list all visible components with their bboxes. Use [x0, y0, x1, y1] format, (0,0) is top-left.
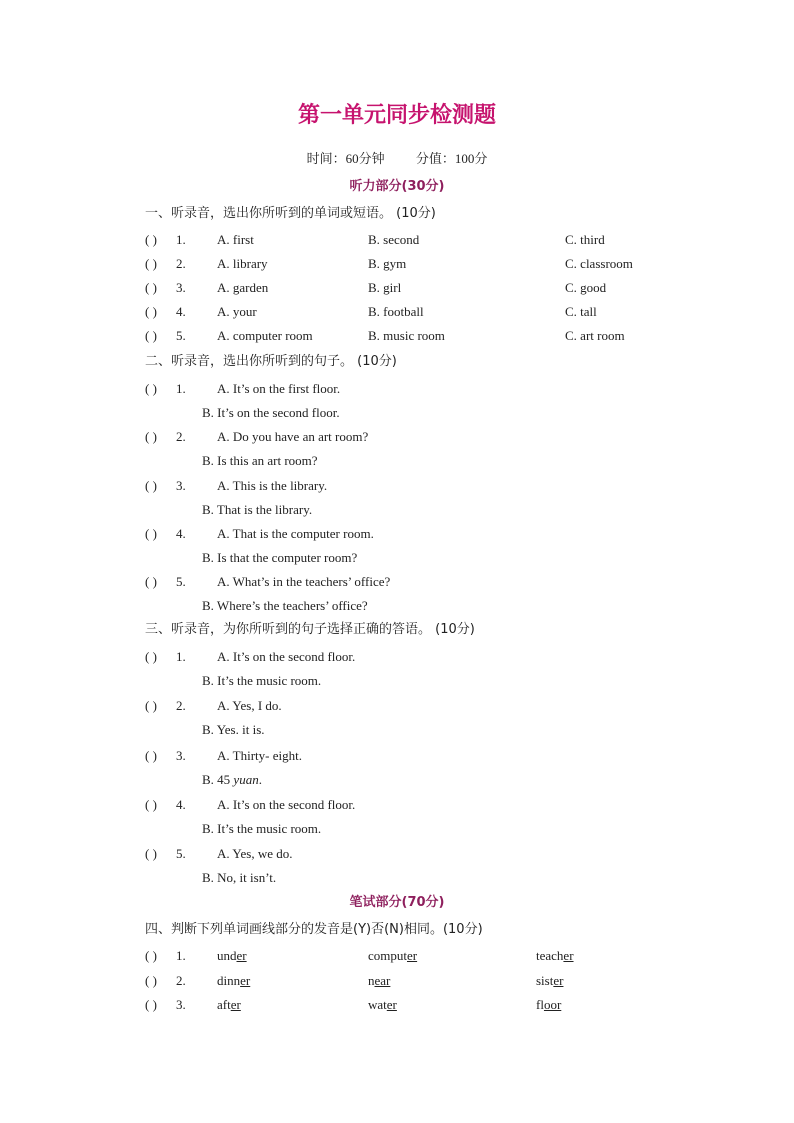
answer-blank[interactable]: ( ) [145, 747, 157, 763]
word-part: comput [368, 948, 407, 963]
question-row [145, 696, 665, 716]
option-b: B. It’s the music room. [202, 673, 322, 688]
question-row-b [145, 671, 665, 691]
word-2 [368, 971, 390, 991]
question-row [145, 946, 665, 966]
word-part: n [368, 972, 375, 988]
answer-blank[interactable]: ( ) [145, 429, 157, 445]
option-b: B. gym [368, 256, 407, 271]
page-title: 第一单元同步检测题 [297, 103, 496, 128]
section-heading-3: 三、听录音，为你所听到的句子选择正确的答语。 (10分) [145, 622, 475, 637]
question-row [145, 995, 665, 1015]
option-b-prefix: B. 45 [202, 771, 234, 787]
question-row [145, 971, 665, 991]
part-heading-listening: 听力部分(30分) [349, 179, 445, 194]
word-part: teach [536, 948, 564, 963]
option-c: C. art room [565, 328, 625, 343]
answer-blank[interactable]: ( ) [145, 477, 157, 493]
question-number: 1. [176, 948, 186, 963]
question-number: 5. [176, 328, 186, 343]
question-row [145, 746, 665, 766]
question-row [145, 326, 665, 346]
option-c: C. third [565, 232, 605, 247]
option-a: A. library [217, 256, 268, 271]
option-a: A. garden [217, 280, 269, 295]
part-heading-writing: 笔试部分(70分) [349, 895, 445, 910]
question-number: 3. [176, 280, 186, 295]
question-row-b [145, 500, 665, 520]
question-number: 1. [176, 381, 186, 396]
underlined-segment: er [553, 972, 564, 988]
question-row-b [145, 596, 665, 616]
question-row-b [145, 451, 665, 471]
option-b: B. That is the library. [202, 501, 313, 517]
question-row [145, 278, 665, 298]
option-b: B. Yes. it is. [202, 722, 265, 738]
question-number: 5. [176, 574, 186, 590]
option-b: B. second [368, 232, 420, 247]
question-number: 1. [176, 232, 186, 247]
word-1 [217, 946, 247, 966]
word-2 [368, 946, 417, 966]
answer-blank[interactable]: ( ) [145, 796, 157, 812]
question-number: 1. [176, 649, 186, 664]
option-a: A. This is the library. [217, 477, 328, 493]
answer-blank[interactable]: ( ) [145, 232, 157, 247]
answer-blank[interactable]: ( ) [145, 972, 157, 988]
option-a: A. It’s on the second floor. [217, 796, 356, 812]
underlined-segment: er [240, 972, 251, 988]
total-score: 分值：100分 [415, 151, 488, 166]
answer-blank[interactable]: ( ) [145, 846, 157, 862]
question-row-b [145, 819, 665, 839]
word-part: sist [536, 972, 554, 988]
question-row [145, 379, 665, 399]
question-row [145, 524, 665, 544]
option-a: A. It’s on the second floor. [217, 649, 356, 664]
answer-blank[interactable]: ( ) [145, 381, 157, 396]
question-row-b [145, 720, 665, 740]
option-a: A. Do you have an art room? [217, 429, 369, 445]
word-2 [368, 995, 397, 1015]
answer-blank[interactable]: ( ) [145, 574, 157, 590]
exam-meta [0, 149, 794, 169]
question-number: 2. [176, 972, 186, 988]
option-a: A. first [217, 232, 254, 247]
question-row [145, 647, 665, 667]
word-part: wat [368, 997, 387, 1012]
option-b [202, 770, 262, 790]
option-b: B. Is that the computer room? [202, 549, 358, 565]
word-part: dinn [217, 972, 241, 988]
question-number: 2. [176, 256, 186, 271]
underlined-segment: er [230, 997, 241, 1012]
section-heading-1: 一、听录音，选出你所听到的单词或短语。 (10分) [145, 206, 436, 221]
option-a: A. That is the computer room. [217, 525, 374, 541]
option-a: A. What’s in the teachers’ office? [217, 574, 391, 590]
question-number: 2. [176, 429, 186, 445]
option-c: C. classroom [565, 256, 633, 271]
option-b: B. It’s the music room. [202, 820, 322, 836]
question-number: 4. [176, 796, 186, 812]
option-a: A. Thirty- eight. [217, 747, 302, 763]
question-number: 4. [176, 304, 186, 319]
option-a: A. computer room [217, 328, 313, 343]
option-b: B. music room [368, 328, 445, 343]
option-b: B. Is this an art room? [202, 453, 318, 469]
option-b: B. No, it isn’t. [202, 870, 277, 886]
answer-blank[interactable]: ( ) [145, 997, 157, 1012]
answer-blank[interactable]: ( ) [145, 948, 157, 963]
answer-blank[interactable]: ( ) [145, 525, 157, 541]
question-row [145, 302, 665, 322]
question-number: 2. [176, 698, 186, 714]
option-a: A. Yes, I do. [217, 698, 282, 714]
answer-blank[interactable]: ( ) [145, 328, 157, 343]
section-heading-4: 四、判断下列单词画线部分的发音是(Y)否(N)相同。(10分) [145, 922, 483, 937]
question-row [145, 572, 665, 592]
question-row [145, 254, 665, 274]
word-part: und [217, 948, 237, 963]
underlined-segment: er [563, 948, 574, 963]
word-3 [536, 971, 563, 991]
option-b: B. girl [368, 280, 402, 295]
question-number: 5. [176, 846, 186, 862]
answer-blank[interactable]: ( ) [145, 304, 157, 319]
underlined-segment: er [407, 948, 418, 963]
option-a: A. It’s on the first floor. [217, 381, 341, 396]
option-c: C. tall [565, 304, 597, 319]
underlined-segment: er [386, 997, 397, 1012]
question-row [145, 427, 665, 447]
option-c: C. good [565, 280, 607, 295]
question-row [145, 844, 665, 864]
answer-blank[interactable]: ( ) [145, 698, 157, 714]
question-number: 3. [176, 997, 186, 1012]
question-number: 4. [176, 525, 186, 541]
section-heading-2: 二、听录音，选出你所听到的句子。 (10分) [145, 354, 397, 369]
option-b: B. It’s on the second floor. [202, 405, 340, 420]
question-row [145, 230, 665, 250]
underlined-segment: er [236, 948, 247, 963]
answer-blank[interactable]: ( ) [145, 280, 157, 295]
underlined-segment: ear [374, 972, 391, 988]
option-b: B. Where’s the teachers’ office? [202, 598, 368, 614]
question-row-b [145, 548, 665, 568]
question-row-b [145, 868, 665, 888]
question-row [145, 795, 665, 815]
answer-blank[interactable]: ( ) [145, 649, 157, 664]
question-row-b [145, 403, 665, 423]
question-row-b [145, 770, 665, 790]
question-row [145, 476, 665, 496]
option-a: A. Yes, we do. [217, 846, 293, 862]
word-part: aft [217, 997, 231, 1012]
option-b-suffix: . [258, 771, 262, 787]
word-3 [536, 946, 574, 966]
option-b-italic: yuan [233, 771, 259, 787]
question-number: 3. [176, 747, 186, 763]
word-part: fl [536, 997, 544, 1012]
answer-blank[interactable]: ( ) [145, 256, 157, 271]
word-1 [217, 971, 250, 991]
underlined-segment: oor [543, 997, 562, 1012]
time-limit: 时间：60分钟 [306, 151, 385, 166]
word-3 [536, 995, 561, 1015]
question-number: 3. [176, 477, 186, 493]
option-a: A. your [217, 304, 257, 319]
option-b: B. football [368, 304, 424, 319]
word-1 [217, 995, 241, 1015]
